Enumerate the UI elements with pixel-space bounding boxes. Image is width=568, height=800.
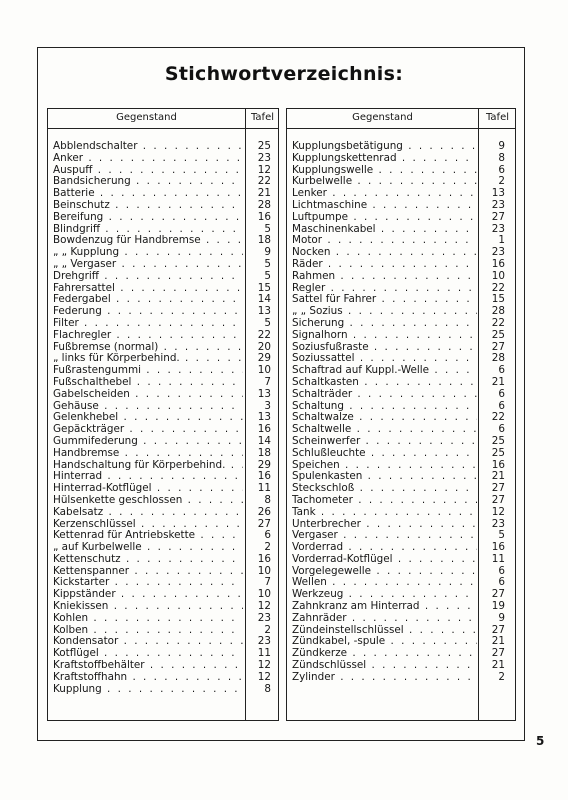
entry-name: Wellen . . . [292,577,477,589]
index-entry [287,401,515,413]
index-entry [287,672,515,684]
index-entry [48,554,278,566]
index-entry [287,460,515,472]
entry-name: Auspuff . . . [53,165,243,177]
index-entry [48,389,278,401]
entry-name: Signalhorn . . . [292,330,477,342]
entry-tafel: 11 [257,647,271,660]
entry-name: Batterie . . . [53,188,243,200]
entry-name: „ „ Kupplung . . . [53,247,243,259]
entry-name: Blindgriff . . . [53,224,243,236]
index-entry [48,200,278,212]
index-entry [287,519,515,531]
entry-name: Kettenspanner . . . [53,566,243,578]
index-entry [48,153,278,165]
entry-tafel: 6 [498,399,505,412]
entry-name: Kraftstoffbehälter . . . [53,660,243,672]
entry-name: Schaftrad auf Kuppl.-Welle . . . [292,365,477,377]
entry-tafel: 21 [491,375,505,388]
entry-name: Spulenkasten . . . [292,471,477,483]
index-entry [48,401,278,413]
entry-tafel: 27 [491,647,505,660]
entry-name: Unterbrecher . . . [292,519,477,531]
entry-name: Hinterrad . . . [53,471,243,483]
index-entry [48,330,278,342]
entry-name: Anker . . . [53,153,243,165]
entry-tafel: 16 [491,458,505,471]
entry-tafel: 23 [491,517,505,530]
entry-name: Scheinwerfer . . . [292,436,477,448]
index-entry [48,519,278,531]
index-entry [287,589,515,601]
entry-tafel: 25 [491,446,505,459]
entry-tafel: 13 [257,305,271,318]
entry-name: Kupplungskettenrad . . . [292,153,477,165]
entry-tafel: 21 [491,470,505,483]
entry-name: Bereifung . . . [53,212,243,224]
entry-tafel: 18 [257,446,271,459]
entry-tafel: 25 [491,434,505,447]
entry-tafel: 10 [257,364,271,377]
index-entry [287,342,515,354]
entry-name: Federung . . . [53,306,243,318]
entry-tafel: 26 [257,505,271,518]
index-entry [287,530,515,542]
index-entry [48,636,278,648]
entry-name: Kettenrad für Antriebskette . . . [53,530,243,542]
entry-tafel: 12 [257,600,271,613]
index-entry [287,283,515,295]
entry-name: Nocken . . . [292,247,477,259]
entry-tafel: 19 [491,600,505,613]
index-entry [48,542,278,554]
entry-tafel: 23 [257,611,271,624]
index-entry [48,188,278,200]
index-entry [287,577,515,589]
entry-name: Vergaser . . . [292,530,477,542]
entry-name: Zahnkranz am Hinterrad . . . [292,601,477,613]
index-entry [287,306,515,318]
entry-name: Kraftstoffhahn . . . [53,672,243,684]
entry-tafel: 16 [491,541,505,554]
entry-tafel: 28 [491,305,505,318]
index-entry [48,224,278,236]
entry-tafel: 23 [257,151,271,164]
entry-name: Kerzenschlüssel . . . [53,519,243,531]
index-entry [287,483,515,495]
entry-name: Gepäckträger . . . [53,424,243,436]
entry-tafel: 21 [257,187,271,200]
entry-tafel: 8 [264,682,271,695]
page-title: Stichwortverzeichnis: [164,63,404,85]
entry-tafel: 14 [257,434,271,447]
entry-tafel: 22 [257,328,271,341]
entry-tafel: 6 [498,576,505,589]
entry-name: Filter . . . [53,318,243,330]
entry-tafel: 5 [264,222,271,235]
index-entry [287,389,515,401]
entry-name: Fahrersattel . . . [53,283,243,295]
index-entry [287,353,515,365]
entry-tafel: 23 [491,198,505,211]
index-entry [48,648,278,660]
entry-name: Fußrastengummi . . . [53,365,243,377]
index-entry [287,436,515,448]
entry-name: Bowdenzug für Handbremse . . . [53,235,243,247]
entry-tafel: 8 [498,151,505,164]
header-gegenstand: Gegenstand [352,112,413,123]
index-entry [48,448,278,460]
index-entry [48,283,278,295]
entry-name: Fußbremse (normal) . . . [53,342,243,354]
table-header [287,109,515,129]
entry-tafel: 9 [498,140,505,152]
entry-tafel: 21 [491,659,505,672]
entry-tafel: 22 [491,411,505,424]
entry-tafel: 16 [257,210,271,223]
entry-name: „ „ Vergaser . . . [53,259,243,271]
entry-tafel: 22 [257,175,271,188]
entry-tafel: 18 [257,234,271,247]
entry-name: Speichen . . . [292,460,477,472]
index-entry [48,530,278,542]
index-entry [48,318,278,330]
index-entry [48,471,278,483]
index-entry [48,176,278,188]
entry-name: Soziusfußraste . . . [292,342,477,354]
index-entry [48,460,278,472]
entry-name: Abblendschalter . . . [53,141,243,153]
entry-tafel: 2 [498,670,505,683]
index-entry [48,483,278,495]
entry-tafel: 2 [498,175,505,188]
index-entry [48,247,278,259]
entry-name: Lichtmaschine . . . [292,200,477,212]
entry-tafel: 22 [491,281,505,294]
index-entry [287,318,515,330]
index-entry [287,625,515,637]
entry-name: Hinterrad-Kotflügel . . . [53,483,243,495]
entry-tafel: 13 [491,187,505,200]
entry-tafel: 10 [257,564,271,577]
entry-name: Lenker . . . [292,188,477,200]
entry-name: Vorderrad . . . [292,542,477,554]
index-table-left [47,108,279,721]
index-entry [48,412,278,424]
index-entry [287,542,515,554]
entry-name: Kickstarter . . . [53,577,243,589]
header-gegenstand: Gegenstand [116,112,177,123]
entry-tafel: 5 [264,316,271,329]
entry-tafel: 23 [491,246,505,259]
index-entry [287,660,515,672]
entry-list [287,141,515,684]
index-entry [287,412,515,424]
entry-name: Beinschutz . . . [53,200,243,212]
entry-tafel: 29 [257,352,271,365]
index-entry [287,601,515,613]
entry-tafel: 28 [491,352,505,365]
entry-tafel: 7 [264,576,271,589]
index-entry [48,306,278,318]
entry-tafel: 6 [498,387,505,400]
entry-name: Schaltwalze . . . [292,412,477,424]
entry-tafel: 27 [491,482,505,495]
entry-tafel: 13 [257,411,271,424]
entry-list [48,141,278,695]
index-entry [48,353,278,365]
index-entry [287,636,515,648]
entry-name: Werkzeug . . . [292,589,477,601]
index-entry [48,495,278,507]
index-entry [287,200,515,212]
entry-name: Zahnräder . . . [292,613,477,625]
entry-name: Schlußleuchte . . . [292,448,477,460]
entry-name: Schalträder . . . [292,389,477,401]
entry-tafel: 23 [491,222,505,235]
entry-name: Fußschalthebel . . . [53,377,243,389]
entry-tafel: 29 [257,458,271,471]
entry-tafel: 1 [498,234,505,247]
entry-tafel: 25 [257,140,271,152]
entry-name: Gehäuse . . . [53,401,243,413]
entry-tafel: 27 [491,623,505,636]
entry-name: Maschinenkabel . . . [292,224,477,236]
entry-name: Kolben . . . [53,625,243,637]
index-table-right [286,108,516,721]
entry-tafel: 20 [257,340,271,353]
index-entry [287,165,515,177]
index-entry [287,448,515,460]
entry-name: Rahmen . . . [292,271,477,283]
entry-name: Zündeinstellschlüssel . . . [292,625,477,637]
entry-tafel: 23 [257,635,271,648]
entry-tafel: 12 [257,163,271,176]
entry-tafel: 13 [257,387,271,400]
index-entry [48,424,278,436]
entry-tafel: 27 [491,493,505,506]
entry-name: „ links für Körperbehind. . . . [53,353,243,365]
page-number: 5 [536,734,545,748]
entry-tafel: 6 [498,423,505,436]
index-entry [287,259,515,271]
index-entry [48,212,278,224]
entry-tafel: 6 [498,364,505,377]
index-entry [287,271,515,283]
entry-name: Tank . . . [292,507,477,519]
index-entry [287,424,515,436]
entry-tafel: 16 [257,423,271,436]
index-entry [287,153,515,165]
index-entry [287,212,515,224]
entry-name: Hülsenkette geschlossen . . . [53,495,243,507]
entry-tafel: 15 [257,281,271,294]
entry-name: Kondensator . . . [53,636,243,648]
entry-tafel: 22 [491,316,505,329]
index-entry [48,684,278,696]
entry-tafel: 14 [257,293,271,306]
entry-tafel: 6 [498,564,505,577]
entry-name: Steckschloß . . . [292,483,477,495]
entry-name: Handbremse . . . [53,448,243,460]
entry-tafel: 15 [491,293,505,306]
entry-tafel: 5 [264,257,271,270]
index-entry [287,648,515,660]
entry-name: „ auf Kurbelwelle . . . [53,542,243,554]
entry-name: Räder . . . [292,259,477,271]
entry-name: Federgabel . . . [53,294,243,306]
entry-name: Sattel für Fahrer . . . [292,294,477,306]
index-entry [48,589,278,601]
index-entry [287,188,515,200]
entry-tafel: 11 [491,552,505,565]
entry-name: Schaltwelle . . . [292,424,477,436]
entry-tafel: 12 [257,659,271,672]
index-entry [48,365,278,377]
index-entry [287,294,515,306]
index-entry [48,235,278,247]
entry-name: Zündkabel, -spule . . . [292,636,477,648]
header-tafel: Tafel [485,112,510,123]
entry-tafel: 16 [491,257,505,270]
entry-name: Kupplungswelle . . . [292,165,477,177]
entry-name: Bandsicherung . . . [53,176,243,188]
entry-name: Kupplungsbetätigung . . . [292,141,477,153]
index-entry [287,365,515,377]
index-entry [48,377,278,389]
entry-name: Kurbelwelle . . . [292,176,477,188]
entry-name: Handschaltung für Körperbehind. . . . [53,460,243,472]
entry-tafel: 5 [264,269,271,282]
index-entry [48,165,278,177]
entry-name: „ „ Sozius . . . [292,306,477,318]
entry-tafel: 27 [491,588,505,601]
index-entry [287,247,515,259]
index-entry [287,471,515,483]
index-entry [48,672,278,684]
entry-tafel: 7 [264,375,271,388]
entry-tafel: 10 [491,269,505,282]
entry-name: Zündschlüssel . . . [292,660,477,672]
entry-name: Vorgelegewelle . . . [292,566,477,578]
entry-tafel: 28 [257,198,271,211]
index-entry [48,613,278,625]
entry-tafel: 9 [498,611,505,624]
index-entry [287,235,515,247]
entry-name: Kippständer . . . [53,589,243,601]
entry-name: Sicherung . . . [292,318,477,330]
entry-tafel: 21 [491,635,505,648]
index-entry [287,554,515,566]
entry-name: Schaltkasten . . . [292,377,477,389]
entry-tafel: 5 [498,529,505,542]
entry-tafel: 8 [264,493,271,506]
entry-tafel: 11 [257,482,271,495]
index-entry [287,495,515,507]
index-entry [48,577,278,589]
entry-name: Vorderrad-Kotflügel . . . [292,554,477,566]
entry-name: Kohlen . . . [53,613,243,625]
entry-tafel: 9 [264,246,271,259]
index-entry [287,224,515,236]
entry-name: Schaltung . . . [292,401,477,413]
index-entry [287,330,515,342]
entry-tafel: 27 [491,210,505,223]
entry-name: Regler . . . [292,283,477,295]
entry-name: Gabelscheiden . . . [53,389,243,401]
entry-tafel: 25 [491,328,505,341]
entry-name: Luftpumpe . . . [292,212,477,224]
entry-tafel: 10 [257,588,271,601]
index-entry [48,507,278,519]
entry-tafel: 16 [257,552,271,565]
entry-name: Soziussattel . . . [292,353,477,365]
entry-name: Kupplung . . . [53,684,243,696]
entry-tafel: 3 [264,399,271,412]
entry-name: Zündkerze . . . [292,648,477,660]
index-entry [48,141,278,153]
header-tafel: Tafel [250,112,275,123]
table-header [48,109,278,129]
entry-name: Motor . . . [292,235,477,247]
index-entry [48,566,278,578]
index-entry [48,259,278,271]
entry-name: Kabelsatz . . . [53,507,243,519]
index-entry [48,271,278,283]
entry-name: Gummifederung . . . [53,436,243,448]
entry-name: Kniekissen . . . [53,601,243,613]
entry-tafel: 2 [264,541,271,554]
entry-name: Drehgriff . . . [53,271,243,283]
index-entry [48,625,278,637]
index-entry [287,507,515,519]
index-entry [48,660,278,672]
entry-tafel: 27 [491,340,505,353]
index-entry [287,176,515,188]
index-entry [287,377,515,389]
entry-name: Flachregler . . . [53,330,243,342]
entry-name: Gelenkhebel . . . [53,412,243,424]
entry-tafel: 2 [264,623,271,636]
entry-name: Kettenschutz . . . [53,554,243,566]
entry-name: Kotflügel . . . [53,648,243,660]
index-entry [287,566,515,578]
entry-tafel: 16 [257,470,271,483]
entry-tafel: 12 [257,670,271,683]
entry-tafel: 27 [257,517,271,530]
entry-name: Zylinder . . . [292,672,477,684]
index-entry [48,436,278,448]
entry-tafel: 12 [491,505,505,518]
entry-tafel: 6 [264,529,271,542]
index-entry [287,613,515,625]
index-entry [287,141,515,153]
index-entry [48,342,278,354]
entry-tafel: 6 [498,163,505,176]
index-entry [48,294,278,306]
index-entry [48,601,278,613]
entry-name: Tachometer . . . [292,495,477,507]
